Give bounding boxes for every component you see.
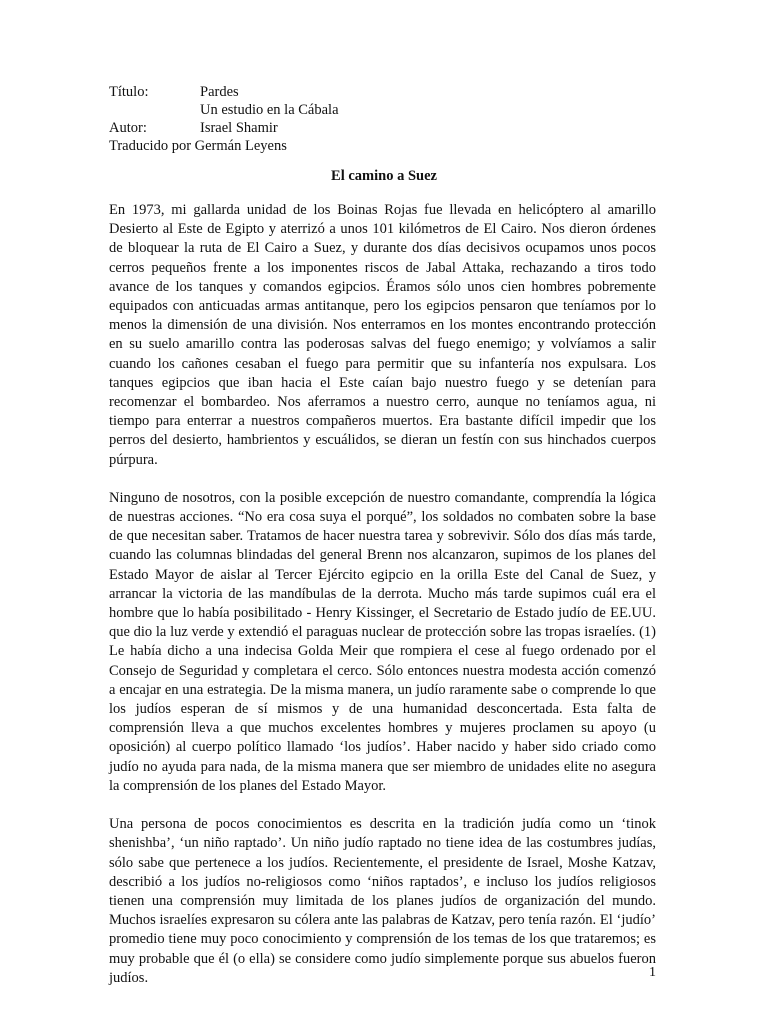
author-row: [109, 119, 339, 137]
translator-row: [109, 137, 339, 155]
document-header: [109, 83, 339, 155]
author-label: Autor:: [109, 120, 147, 136]
section-title: El camino a Suez: [331, 168, 437, 184]
translator-line: Traducido por Germán Leyens: [109, 138, 287, 154]
title-label: Título:: [109, 84, 149, 100]
paragraph-2: Ninguno de nosotros, con la posible excepción de nuestro comandante, comprendía la lógica de nuestras acciones. “No era cosa suya el porqué”, los soldados no combaten sobre la base de que necesitan saber. Tratamos de hacer nuestra tarea y sobrevivir. Sólo dos días más tarde, cuando las columnas blindadas del general Brenn nos alcanzaron, supimos de los planes del Estado Mayor de aislar al Tercer Ejército egipcio en la orilla Este del Canal de Suez, y arrancar la victoria de las mandíbulas de la derrota. Mucho más tarde supimos cuál era el hombre que lo había posibilitado - Henry Kissinger, el Secretario de Estado judío de EE.UU. que dio la luz verde y extendió el paraguas nuclear de protección sobre las tropas israelíes. (1) Le había dicho a una indecisa Golda Meir que rompiera el cese al fuego ordenado por el Consejo de Seguridad y completara el cerco. Sólo entonces nuestra modesta acción comenzó a encajar en una estrategia. De la misma manera, un judío raramente sabe o comprende lo que los judíos esperan de sí mismos y de una humanidad desconcertada. Esta falta de comprensión lleva a que muchos excelentes hombres y mujeres proclamen su apoyo (u oposición) al cuerpo político llamado ‘los judíos’. Haber nacido y haber sido criado como judío no ayuda para nada, de la misma manera que ser miembro de unidades elite no asegura la comprensión de los planes del Estado Mayor.: [109, 489, 656, 794]
author-value: Israel Shamir: [200, 120, 278, 136]
subtitle-value: Un estudio en la Cábala: [200, 102, 339, 118]
page-number: 1: [649, 965, 656, 980]
document-body: [109, 201, 656, 1007]
paragraph-3: Una persona de pocos conocimientos es descrita en la tradición judía como un ‘tinok shenishba’, ‘un niño raptado’. Un niño judío raptado no tiene idea de las costumbres judías, sólo sabe que pertenece a los judíos. Recientemente, el presidente de Israel, Moshe Katzav, describió a los judíos no-religiosos como ‘niños raptados’, e incluso los judíos religiosos tienen una comprensión muy limitada de los planes judíos de organización del mundo. Muchos israelíes expresaron su cólera ante las palabras de Katzav, pero tenía razón. El ‘judío’ promedio tiene muy poco conocimiento y comprensión de los temas de los que trataremos; es muy probable que él (o ella) se considere como judío simplemente porque sus abuelos fueron judíos.: [109, 816, 656, 986]
subtitle-spacer: [109, 101, 200, 119]
title-row: [109, 83, 339, 101]
title-value: Pardes: [200, 84, 239, 100]
paragraph-1: En 1973, mi gallarda unidad de los Boinas Rojas fue llevada en helicóptero al amarillo Desierto al Este de Egipto y aterrizó a unos 101 kilómetros de El Cairo. Nos dieron órdenes de bloquear la ruta de El Cairo a Suez, y durante dos días decisivos ocupamos unos pocos cerros pequeños frente a los imponentes riscos de Jabal Attaka, rechazando a tiros todo avance de los tanques y comandos egipcios. Éramos sólo unos cien hombres pobremente equipados con anticuadas armas antitanque, pero los egipcios pensaron que teníamos por lo menos la dimensión de una división. Nos enterramos en los montes encontrando protección en su suelo amarillo contra las poderosas salvas del fuego enemigo; y volvíamos a salir cuando los cañones cesaban el fuego para permitir que su infantería nos expulsara. Los tanques egipcios que iban hacia el Este caían bajo nuestro fuego y se detenían para recomenzar el bombardeo. Nos aferramos a nuestro cerro, aunque no teníamos agua, ni tiempo para enterrar a nuestros compañeros muertos. Era bastante difícil impedir que los perros del desierto, hambrientos y escuálidos, se dieran un festín con sus hinchados cuerpos púrpura.: [109, 202, 656, 468]
subtitle-row: [109, 101, 339, 119]
